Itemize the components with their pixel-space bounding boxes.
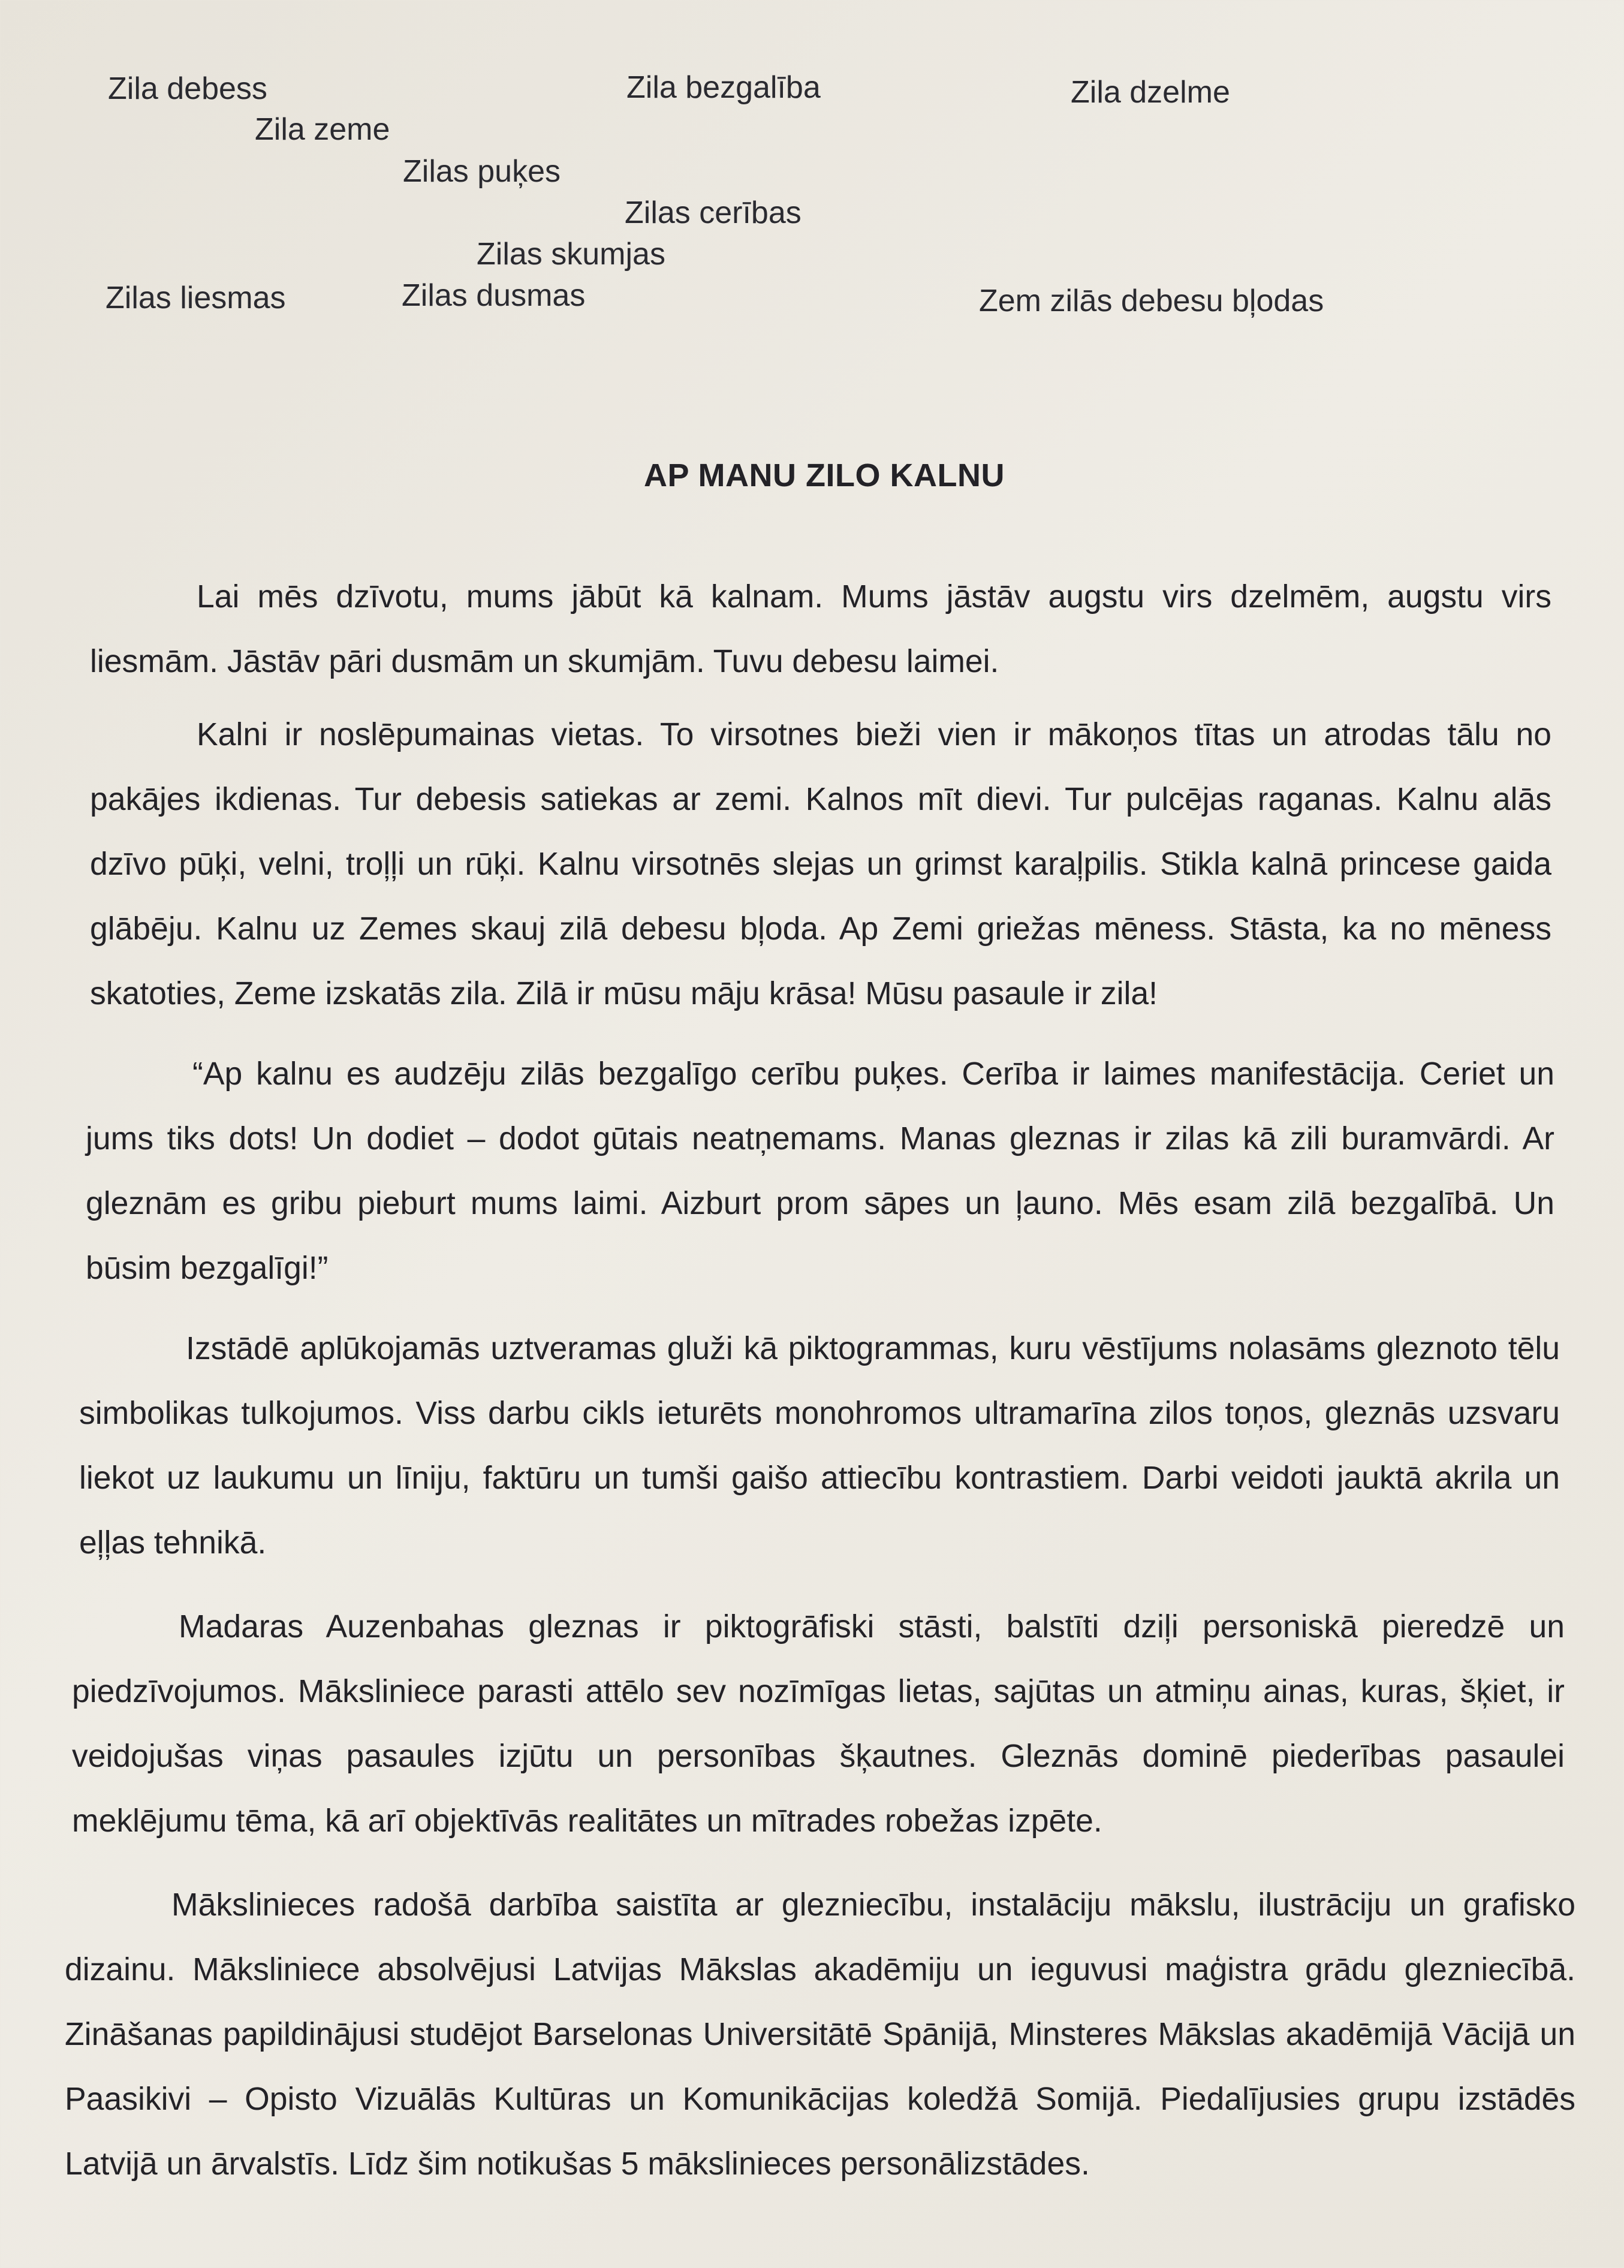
document-title: AP MANU ZILO KALNU <box>644 457 1005 493</box>
paragraph: Mākslinieces radošā darbība saistīta ar glezniecību, instalāciju mākslu, ilustrāciju un grafisko dizainu. Māksliniece absolvējusi Latvijas Mākslas akadēmiju un ieguvusi maģistra grādu glezniecībā. Zināšanas papildinājusi studējot Barselonas Universitātē Spānijā, Minsteres Mākslas akadēmijā Vācijā un Paasikivi – Opisto Vizuālās Kultūras un Komunikācijas koledžā Somijā. Piedalījusies grupu izstādēs Latvijā un ārvalstīs. Līdz šim notikušas 5 mākslinieces personālizstādes. <box>65 1887 1575 2182</box>
poem-line: Zilas liesmas <box>106 281 286 315</box>
poem-line: Zila bezgalība <box>626 70 821 105</box>
paragraph: “Ap kalnu es audzēju zilās bezgalīgo cerību puķes. Cerība ir laimes manifestācija. Ceriet un jums tiks dots! Un dodiet – dodot gūtais neatņemams. Manas gleznas ir zilas kā zili buramvārdi. Ar gleznām es gribu pieburt mums laimi. Aizburt prom sāpes un ļauno. Mēs esam zilā bezgalībā. Un būsim bezgalīgi!” <box>86 1056 1554 1286</box>
poem-line: Zila zeme <box>255 112 390 147</box>
poem-line: Zila dzelme <box>1071 75 1230 110</box>
paragraph: Kalni ir noslēpumainas vietas. To virsotnes bieži vien ir mākoņos tītas un atrodas tālu no pakājes ikdienas. Tur debesis satiekas ar zemi. Kalnos mīt dievi. Tur pulcējas raganas. Kalnu alās dzīvo pūķi, velni, troļļi un rūķi. Kalnu virsotnēs slejas un grimst karaļpilis. Stikla kalnā princese gaida glābēju. Kalnu uz Zemes skauj zilā debesu bļoda. Ap Zemi griežas mēness. Stāsta, ka no mēness skatoties, Zeme izskatās zila. Zilā ir mūsu māju krāsa! Mūsu pasaule ir zila! <box>90 717 1551 1011</box>
poem-line: Zila debess <box>108 71 267 106</box>
poem-line: Zem zilās debesu bļodas <box>979 284 1324 318</box>
poem-line: Zilas cerības <box>625 195 802 230</box>
poem-line: Zilas skumjas <box>477 237 665 272</box>
paragraph: Izstādē aplūkojamās uztveramas gluži kā piktogrammas, kuru vēstījums nolasāms gleznoto tēlu simbolikas tulkojumos. Viss darbu cikls ieturēts monohromos ultramarīna zilos toņos, gleznās uzsvaru liekot uz laukumu un līniju, faktūru un tumši gaišo attiecību kontrastiem. Darbi veidoti jauktā akrila un eļļas tehnikā. <box>79 1331 1560 1561</box>
paragraph: Lai mēs dzīvotu, mums jābūt kā kalnam. Mums jāstāv augstu virs dzelmēm, augstu virs liesmām. Jāstāv pāri dusmām un skumjām. Tuvu debesu laimei. <box>90 579 1551 679</box>
paragraph: Madaras Auzenbahas gleznas ir piktogrāfiski stāsti, balstīti dziļi personiskā pieredzē un piedzīvojumos. Māksliniece parasti attēlo sev nozīmīgas lietas, sajūtas un atmiņu ainas, kuras, šķiet, ir veidojušas viņas pasaules izjūtu un personības šķautnes. Gleznās dominē piederības pasaulei meklējumu tēma, kā arī objektīvās realitātes un mītrades robežas izpēte. <box>72 1609 1565 1839</box>
poem-line: Zilas puķes <box>403 154 561 189</box>
poem-line: Zilas dusmas <box>402 278 586 313</box>
